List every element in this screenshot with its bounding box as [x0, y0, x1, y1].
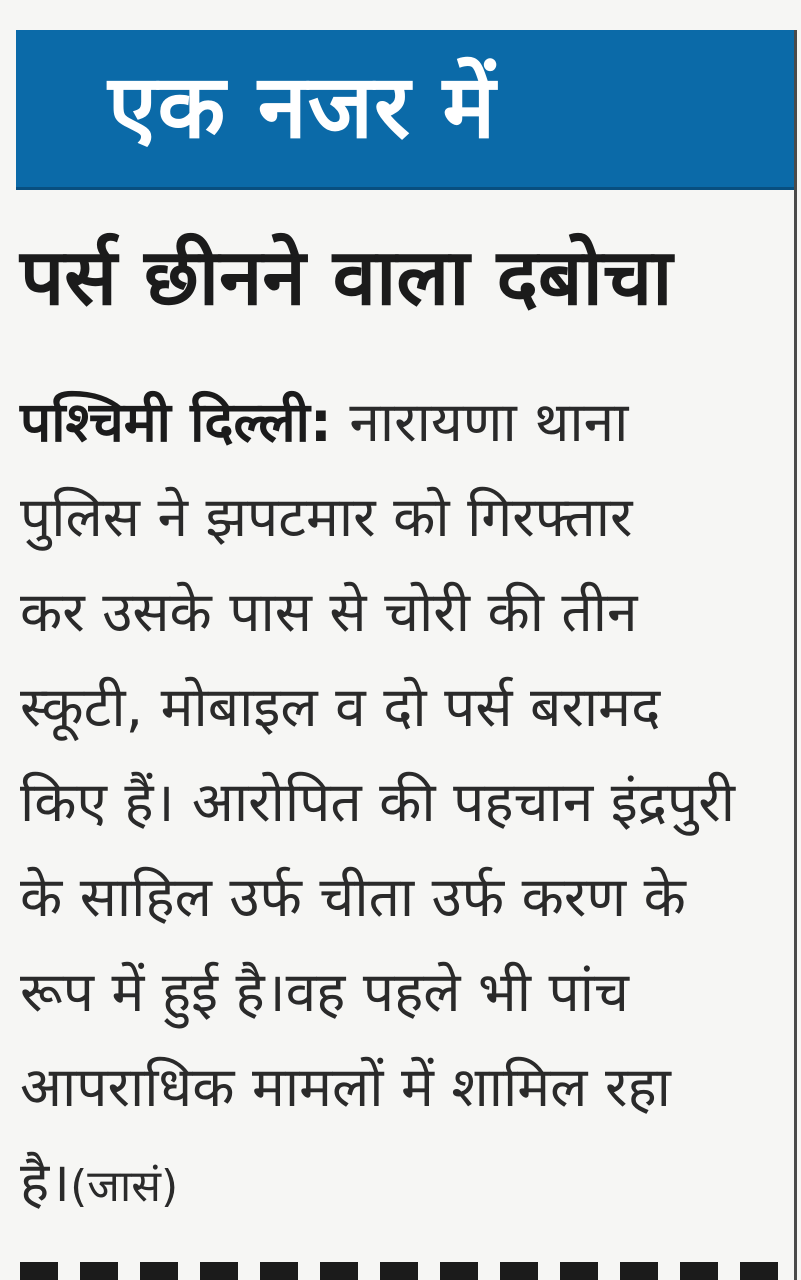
- body-line: [20, 382, 790, 477]
- body-line: [20, 1142, 790, 1237]
- column-rule: [794, 30, 797, 1280]
- byline-credit: (जासं): [70, 1161, 179, 1212]
- article-headline: पर्स छीनने वाला दबोचा: [20, 233, 673, 323]
- body-text: है।: [20, 1150, 71, 1214]
- section-title: एक नजर में: [108, 55, 497, 158]
- next-headline-fragment: [20, 1262, 780, 1280]
- body-line: के साहिल उर्फ चीता उर्फ करण के: [20, 865, 686, 929]
- body-text: नारायणा थाना: [349, 390, 629, 454]
- body-line: पुलिस ने झपटमार को गिरफ्तार: [20, 485, 633, 549]
- dateline: पश्चिमी दिल्ली:: [20, 390, 332, 454]
- next-headline-cutoff: [20, 1262, 780, 1280]
- body-line: स्कूटी, मोबाइल व दो पर्स बरामद: [20, 675, 661, 739]
- body-line: आपराधिक मामलों में शामिल रहा: [20, 1055, 671, 1119]
- section-banner: [16, 30, 796, 190]
- body-line: किए हैं। आरोपित की पहचान इंद्रपुरी: [20, 770, 735, 834]
- article-body: [20, 382, 790, 1237]
- body-line: कर उसके पास से चोरी की तीन: [20, 580, 638, 644]
- body-line: रूप में हुई है।वह पहले भी पांच: [20, 960, 629, 1024]
